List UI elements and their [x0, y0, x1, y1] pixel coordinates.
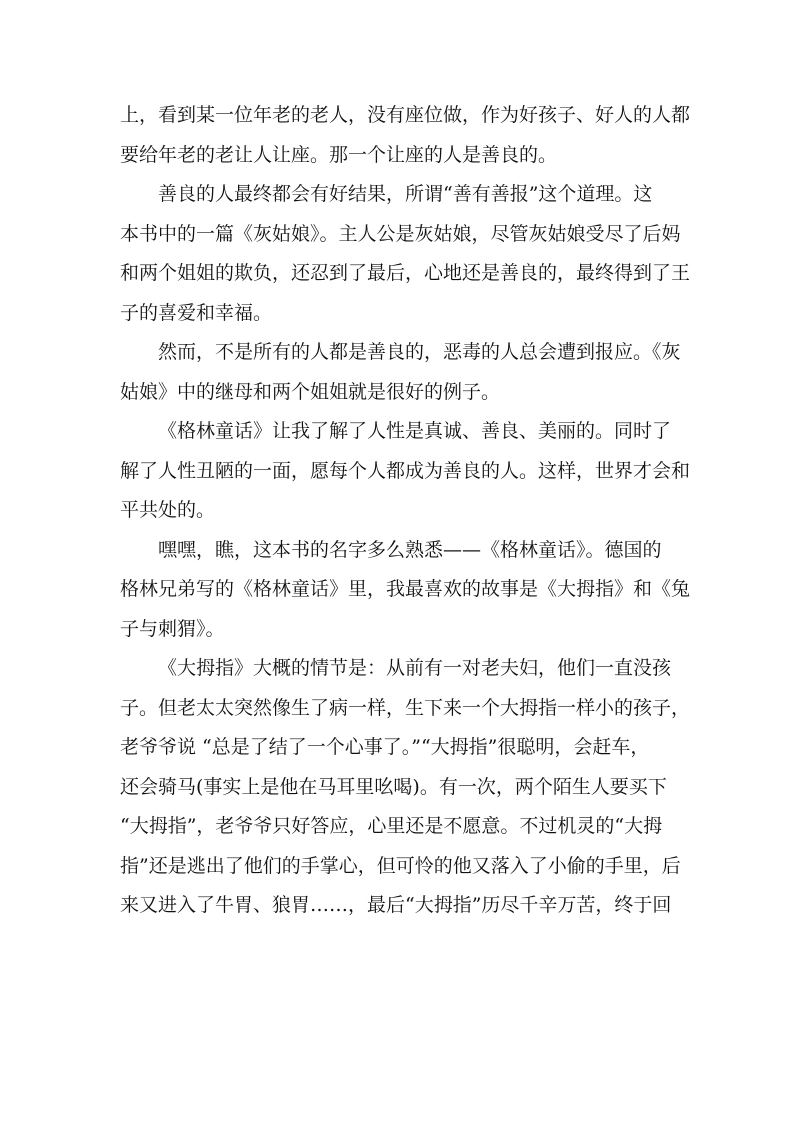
text-line: 格林兄弟写的《格林童话》里，我最喜欢的故事是《大拇指》和《兔 — [120, 578, 691, 600]
paragraph-6 — [120, 649, 691, 926]
paragraph-4 — [120, 412, 691, 531]
text-line: 嘿嘿，瞧，这本书的名字多么熟悉——《格林童话》。德国的 — [158, 538, 662, 561]
text-line: 老爷爷说 “总是了结了一个心事了。”“大拇指”很聪明，会赶车， — [120, 736, 650, 758]
paragraph-2 — [120, 175, 691, 333]
text-line: 然而，不是所有的人都是善良的，恶毒的人总会遭到报应。《灰 — [158, 341, 681, 363]
text-line: 平共处的。 — [120, 499, 216, 521]
text-line: 和两个姐姐的欺负，还忍到了最后，心地还是善良的，最终得到了王 — [120, 262, 691, 284]
text-line: “大拇指”，老爷爷只好答应，心里还是不愿意。不过机灵的“大拇 — [120, 815, 663, 837]
text-line: 来又进入了牛胃、狼胃……，最后“大拇指”历尽千辛万苦，终于回 — [120, 894, 672, 916]
text-line: 子与刺猬》。 — [120, 617, 225, 640]
text-line: 善良的人最终都会有好结果，所谓“善有善报”这个道理。这 — [158, 183, 653, 205]
text-line: 《格林童话》让我了解了人性是真诚、善良、美丽的。同时了 — [158, 420, 672, 442]
text-line: 解了人性丑陋的一面，愿每个人都成为善良的人。这样，世界才会和 — [120, 459, 691, 482]
text-line: 还会骑马(事实上是他在马耳里吆喝)。有一次，两个陌生人要买下 — [120, 775, 667, 798]
text-line: 指”还是逃出了他们的手掌心，但可怜的他又落入了小偷的手里，后 — [120, 854, 681, 877]
text-line: 要给年老的老让人让座。那一个让座的人是善良的。 — [120, 143, 558, 166]
text-line: 本书中的一篇《灰姑娘》。主人公是灰姑娘，尽管灰姑娘受尽了后妈 — [120, 222, 681, 245]
document-page — [120, 96, 691, 926]
paragraph-3 — [120, 333, 680, 412]
text-line: 子。但老太太突然像生了病一样，生下来一个大拇指一样小的孩子， — [120, 696, 691, 719]
text-line: 姑娘》中的继母和两个姐姐就是很好的例子。 — [120, 380, 501, 403]
paragraph-1 — [120, 96, 691, 175]
text-line: 上，看到某一位年老的老人，没有座位做，作为好孩子、好人的人都 — [120, 104, 691, 126]
paragraph-5 — [120, 531, 691, 650]
text-line: 《大拇指》大概的情节是：从前有一对老夫妇，他们一直没孩 — [158, 657, 672, 679]
text-line: 子的喜爱和幸福。 — [120, 301, 273, 324]
